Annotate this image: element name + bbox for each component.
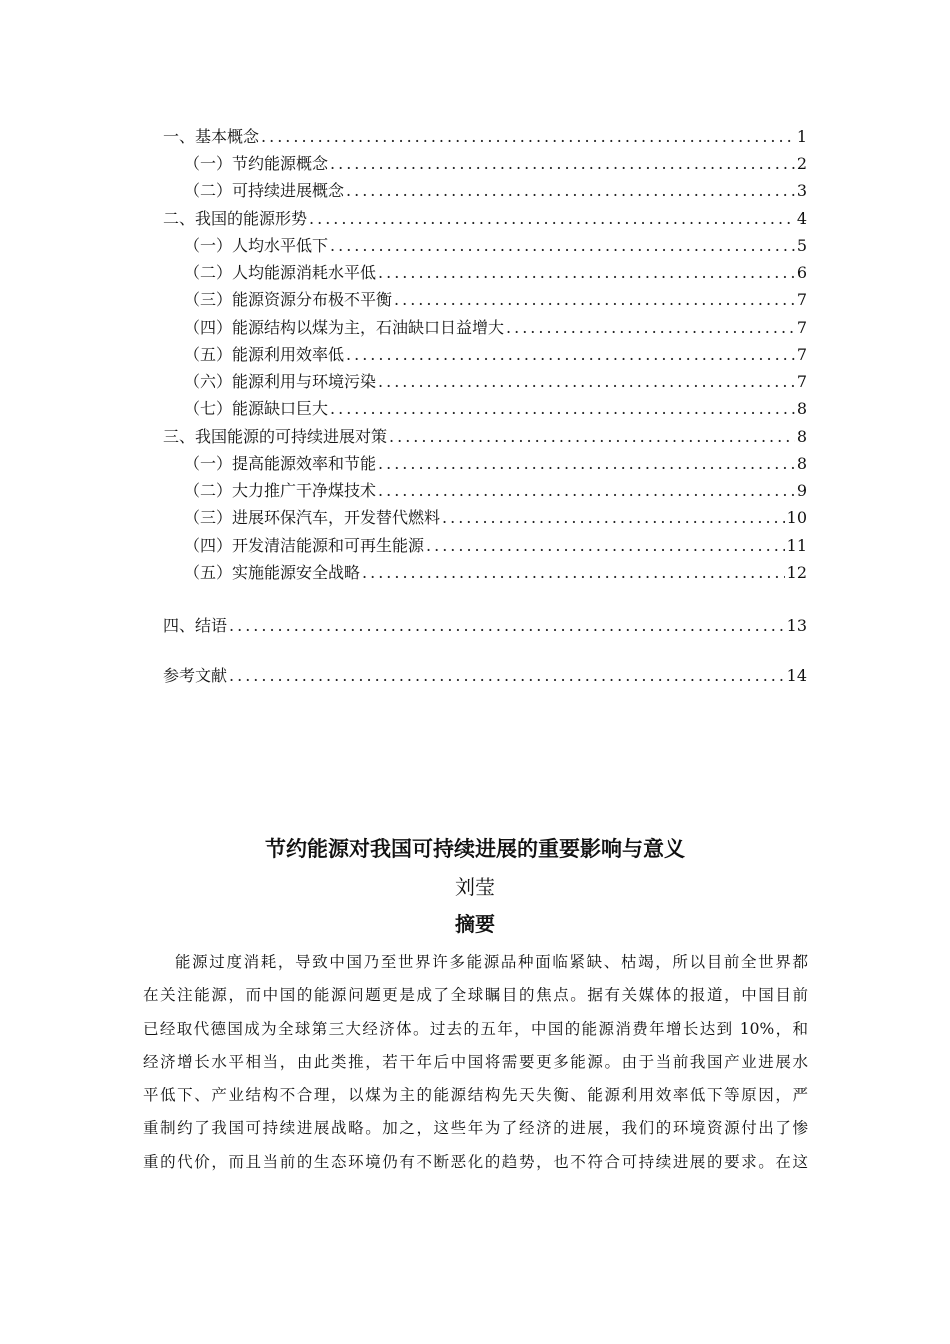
toc-entry[interactable]: [163, 613, 807, 639]
toc-entry-label: （四）开发清洁能源和可再生能源: [184, 536, 425, 555]
toc-entry-page: 8: [796, 454, 807, 473]
toc-dot-leader: [330, 151, 795, 177]
toc-entry-page: 9: [796, 481, 807, 500]
abstract-heading: 摘要: [455, 912, 495, 936]
toc-entry-page: 8: [796, 399, 807, 418]
toc-entry-label: （四）能源结构以煤为主，石油缺口日益增大: [184, 318, 505, 337]
abstract-line: 平低下、产业结构不合理，以煤为主的能源结构先天失衡、能源利用效率低下等原因，严: [143, 1086, 808, 1105]
toc-entry-label: 参考文献: [163, 666, 228, 685]
toc-dot-leader: [330, 396, 795, 422]
abstract-paragraph: [143, 946, 808, 1179]
toc-entry-page: 7: [796, 372, 807, 391]
author-name: 刘莹: [455, 875, 495, 899]
toc-entry[interactable]: [184, 287, 807, 313]
abstract-line: 已经取代德国成为全球第三大经济体。过去的五年，中国的能源消费年增长达到 10%，和: [143, 1019, 808, 1038]
toc-entry-page: 3: [796, 181, 807, 200]
toc-dot-leader: [378, 369, 795, 395]
toc-entry-page: 4: [796, 209, 807, 228]
toc-entry[interactable]: [184, 342, 807, 368]
toc-entry-page: 14: [786, 666, 807, 685]
toc-entry-page: 7: [796, 345, 807, 364]
toc-entry[interactable]: [184, 396, 807, 422]
toc-entry-page: 1: [796, 127, 807, 146]
toc-entry-page: 13: [786, 616, 807, 635]
toc-entry[interactable]: [163, 663, 807, 689]
toc-entry[interactable]: [163, 424, 807, 450]
toc-dot-leader: [394, 287, 795, 313]
toc-dot-leader: [378, 451, 795, 477]
toc-entry[interactable]: [163, 206, 807, 232]
toc-dot-leader: [389, 424, 795, 450]
toc-entry-label: （三）能源资源分布极不平衡: [184, 290, 393, 309]
toc-entry-page: 12: [786, 563, 807, 582]
toc-dot-leader: [346, 178, 795, 204]
toc-entry[interactable]: [184, 478, 807, 504]
toc-entry[interactable]: [184, 560, 807, 586]
toc-dot-leader: [229, 613, 785, 639]
toc-entry-page: 7: [796, 290, 807, 309]
toc-dot-leader: [426, 533, 785, 559]
toc-entry-page: 11: [786, 536, 807, 555]
toc-entry-label: 四、结语: [163, 616, 228, 635]
abstract-line: 经济增长水平相当，由此类推，若干年后中国将需要更多能源。由于当前我国产业进展水: [143, 1052, 808, 1071]
toc-entry-label: （一）人均水平低下: [184, 236, 329, 255]
toc-dot-leader: [346, 342, 795, 368]
abstract-line: 能源过度消耗，导致中国乃至世界许多能源品种面临紧缺、枯竭，所以目前全世界都: [175, 953, 808, 971]
toc-dot-leader: [506, 315, 795, 341]
toc-entry-label: 二、我国的能源形势: [163, 209, 308, 228]
toc-dot-leader: [261, 124, 795, 150]
toc-dot-leader: [378, 478, 795, 504]
toc-entry-label: （五）实施能源安全战略: [184, 563, 361, 582]
toc-entry-label: （七）能源缺口巨大: [184, 399, 329, 418]
toc-entry-label: 三、我国能源的可持续进展对策: [163, 427, 388, 446]
toc-entry[interactable]: [184, 315, 807, 341]
toc-entry-page: 8: [796, 427, 807, 446]
toc-entry[interactable]: [184, 505, 807, 531]
toc-entry[interactable]: [184, 178, 807, 204]
toc-entry[interactable]: [163, 124, 807, 150]
abstract-line: 重的代价，而且当前的生态环境仍有不断恶化的趋势，也不符合可持续进展的要求。在这: [143, 1152, 808, 1171]
toc-entry-label: （二）人均能源消耗水平低: [184, 263, 377, 282]
toc-entry-page: 2: [796, 154, 807, 173]
toc-entry[interactable]: [184, 369, 807, 395]
toc-entry-page: 7: [796, 318, 807, 337]
toc-entry-page: 5: [796, 236, 807, 255]
toc-dot-leader: [229, 663, 785, 689]
toc-entry-page: 10: [786, 508, 807, 527]
toc-entry[interactable]: [184, 533, 807, 559]
toc-dot-leader: [362, 560, 785, 586]
toc-entry[interactable]: [184, 233, 807, 259]
toc-entry-label: （一）提高能源效率和节能: [184, 454, 377, 473]
toc-dot-leader: [378, 260, 795, 286]
toc-entry-label: （五）能源利用效率低: [184, 345, 345, 364]
toc-entry-label: （一）节约能源概念: [184, 154, 329, 173]
toc-entry-page: 6: [796, 263, 807, 282]
toc-entry[interactable]: [184, 451, 807, 477]
toc-entry-label: 一、基本概念: [163, 127, 260, 146]
toc-entry[interactable]: [184, 260, 807, 286]
toc-entry[interactable]: [184, 151, 807, 177]
toc-entry-label: （三）进展环保汽车，开发替代燃料: [184, 508, 441, 527]
abstract-line: 在关注能源，而中国的能源问题更是成了全球瞩目的焦点。据有关媒体的报道，中国目前: [143, 986, 808, 1005]
abstract-line: 重制约了我国可持续进展战略。加之，这些年为了经济的进展，我们的环境资源付出了惨: [143, 1119, 808, 1138]
toc-dot-leader: [309, 206, 795, 232]
toc-entry-label: （二）大力推广干净煤技术: [184, 481, 377, 500]
toc-entry-label: （二）可持续进展概念: [184, 181, 345, 200]
document-title: 节约能源对我国可持续进展的重要影响与意义: [265, 837, 685, 861]
toc-entry-label: （六）能源利用与环境污染: [184, 372, 377, 391]
toc-dot-leader: [330, 233, 795, 259]
toc-dot-leader: [442, 505, 785, 531]
